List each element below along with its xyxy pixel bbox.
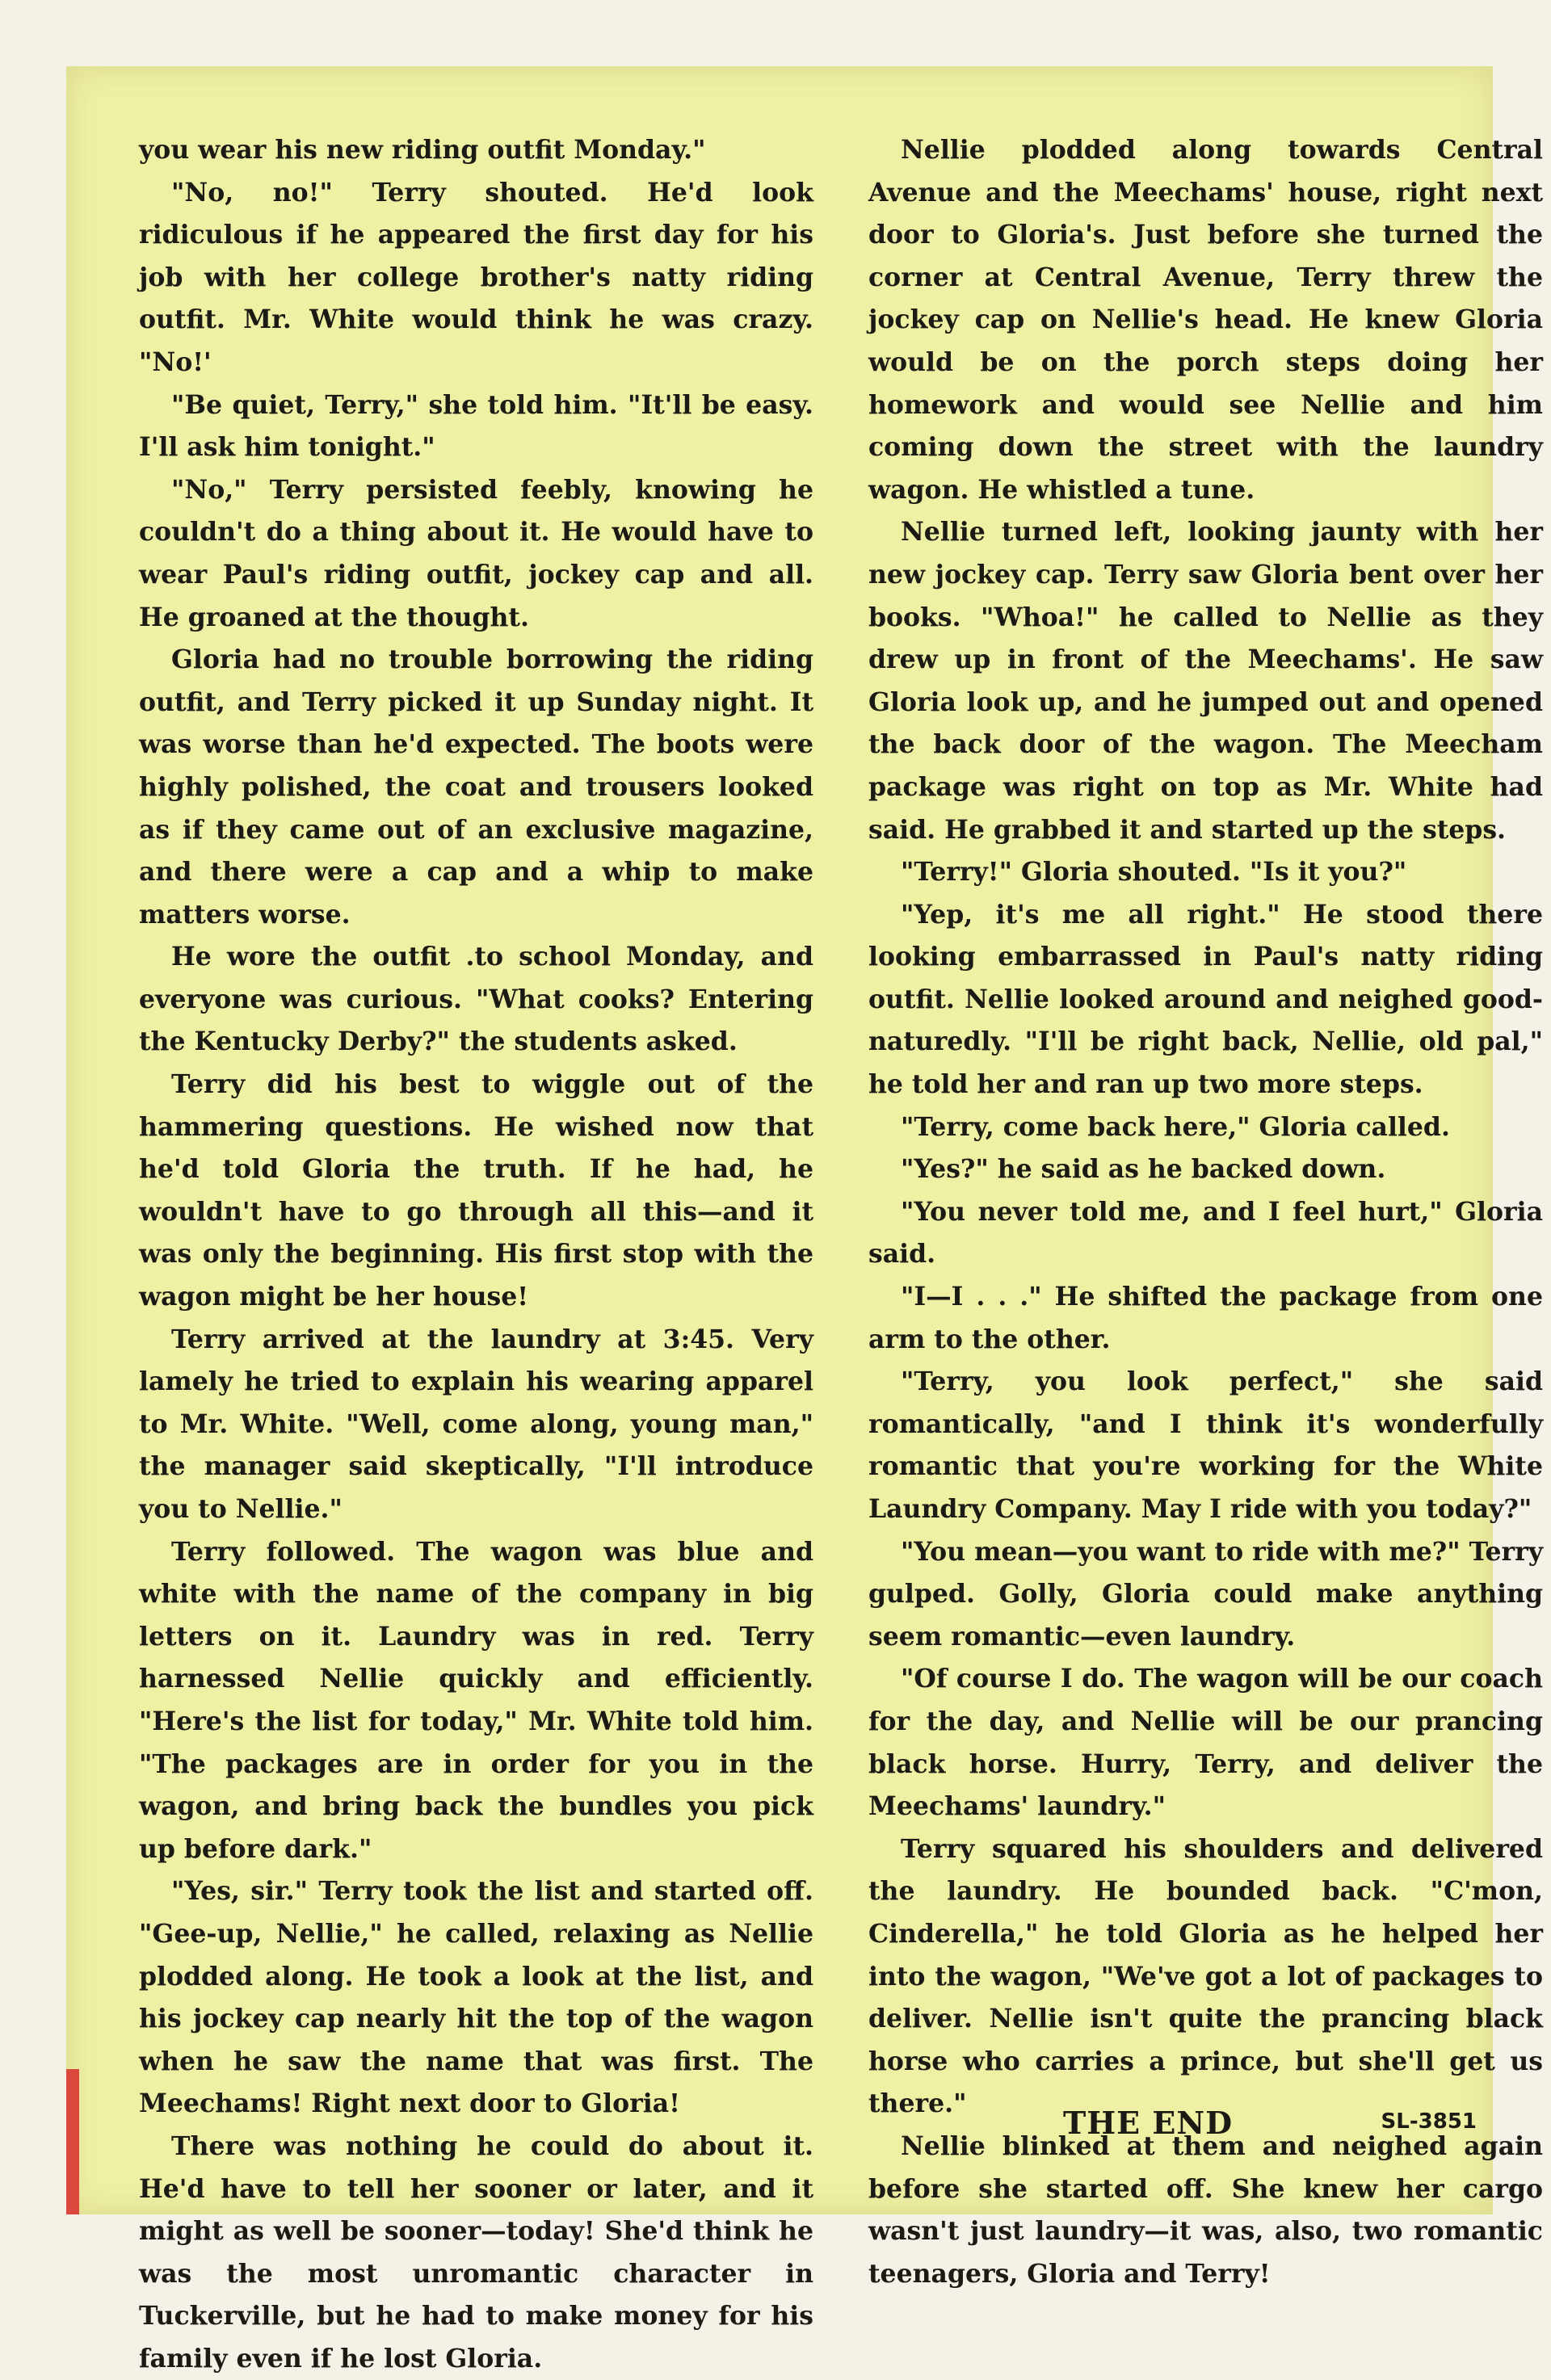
paragraph: Terry arrived at the laundry at 3:45. Very lamely he tried to explain his wearing apparel to Mr. White. "Well, come along, young man," the manager said skeptically, "I'll introduce you to Nellie." — [139, 1324, 813, 1524]
paragraph: Terry followed. The wagon was blue and white with the name of the company in big letters on it. Laundry was in red. Terry harnessed Nellie quickly and efficiently. "Here's the list for today," Mr. White told him. "The packages are in order for you in the wagon, and bring back the bundles you pick up before dark." — [139, 1536, 813, 1864]
the-end-label: THE END — [1063, 2105, 1234, 2141]
paragraph: "Of course I do. The wagon will be our coach for the day, and Nellie will be our prancing black horse. Hurry, Terry, and deliver the Meechams' laundry." — [868, 1664, 1543, 1822]
paragraph: "Terry, you look perfect," she said romantically, "and I think it's wonderfully romantic that you're working for the White Laundry Company. May I ride with you today?" — [868, 1366, 1543, 1524]
right-column — [868, 129, 1543, 2295]
paragraph: "No," Terry persisted feebly, knowing he couldn't do a thing about it. He would have to wear Paul's riding outfit, jockey cap and all. He groaned at the thought. — [139, 474, 813, 632]
story-page — [66, 66, 1543, 2374]
paragraph: There was nothing he could do about it. He'd have to tell her sooner or later, and it might as well be sooner—today! She'd think he was the most unromantic character in Tuckerville, but he had to make money for his family even if he lost Gloria. — [139, 2130, 813, 2374]
paragraph: "Terry, come back here," Gloria called. — [901, 1111, 1450, 1142]
story-footer — [802, 2105, 1477, 2147]
paragraph: "Yep, it's me all right." He stood there looking embarrassed in Paul's natty riding outfit. Nellie looked around and neighed good-naturedly. "I'll be right back, Nellie, old pal," he told her and ran up two more steps. — [868, 899, 1543, 1100]
paragraph: "No, no!" Terry shouted. He'd look ridiculous if he appeared the first day for his job with her college brother's natty riding outfit. Mr. White would think he was crazy. "No!' — [139, 177, 813, 377]
paragraph: Terry squared his shoulders and delivered the laundry. He bounded back. "C'mon, Cinderella," he told Gloria as he helped her into the wagon, "We've got a lot of packages to deliver. Nellie isn't quite the prancing black horse who carries a prince, but she'll get us there." — [868, 1833, 1543, 2119]
paragraph: Gloria had no trouble borrowing the riding outfit, and Terry picked it up Sunday night. It was worse than he'd expected. The boots were highly polished, the coat and trousers looked as if they came out of an exclusive magazine, and there were a cap and a whip to make matters worse. — [139, 644, 813, 930]
page-code: SL-3851 — [1381, 2109, 1477, 2134]
paragraph: "Yes, sir." Terry took the list and started off. "Gee-up, Nellie," he called, relaxing as Nellie plodded along. He took a look at the list, and his jockey cap nearly hit the top of the wagon when he saw the name that was first. The Meechams! Right next door to Gloria! — [139, 1876, 813, 2119]
paragraph: "Terry!" Gloria shouted. "Is it you?" — [901, 857, 1407, 888]
paragraph: "I—I . . ." He shifted the package from one arm to the other. — [868, 1282, 1543, 1354]
paragraph: He wore the outfit .to school Monday, and everyone was curious. "What cooks? Entering the Kentucky Derby?" the students asked. — [139, 942, 813, 1057]
paragraph: Terry did his best to wiggle out of the hammering questions. He wished now that he'd told Gloria the truth. If he had, he wouldn't have to go through all this—and it was only the beginning. His first stop with the wagon might be her house! — [139, 1069, 813, 1312]
paragraph: "You mean—you want to ride with me?" Terry gulped. Golly, Gloria could make anything seem romantic—even laundry. — [868, 1536, 1543, 1652]
paragraph: Nellie plodded along towards Central Avenue and the Meechams' house, right next door to Gloria's. Just before she turned the corner at Central Avenue, Terry threw the jockey cap on Nellie's head. He knew Gloria would be on the porch steps doing her homework and would see Nellie and him coming down the street with the laundry wagon. He whistled a tune. — [868, 135, 1543, 505]
paragraph: Nellie turned left, looking jaunty with her new jockey cap. Terry saw Gloria bent over her books. "Whoa!" he called to Nellie as they drew up in front of the Meechams'. He saw Gloria look up, and he jumped out and opened the back door of the wagon. The Meecham package was right on top as Mr. White had said. He grabbed it and started up the steps. — [868, 517, 1543, 845]
paragraph: you wear his new riding outfit Monday." — [139, 135, 706, 165]
paragraph: Nellie blinked at them and neighed again before she started off. She knew her cargo wasn't just laundry—it was, also, two romantic teenagers, Gloria and Terry! — [868, 2130, 1543, 2289]
paragraph: "You never told me, and I feel hurt," Gloria said. — [868, 1196, 1543, 1270]
paragraph: "Be quiet, Terry," she told him. "It'll be easy. I'll ask him tonight." — [139, 389, 813, 463]
left-column — [139, 129, 813, 2380]
page-edge-strip — [66, 2069, 79, 2214]
paragraph: "Yes?" he said as he backed down. — [901, 1154, 1386, 1185]
